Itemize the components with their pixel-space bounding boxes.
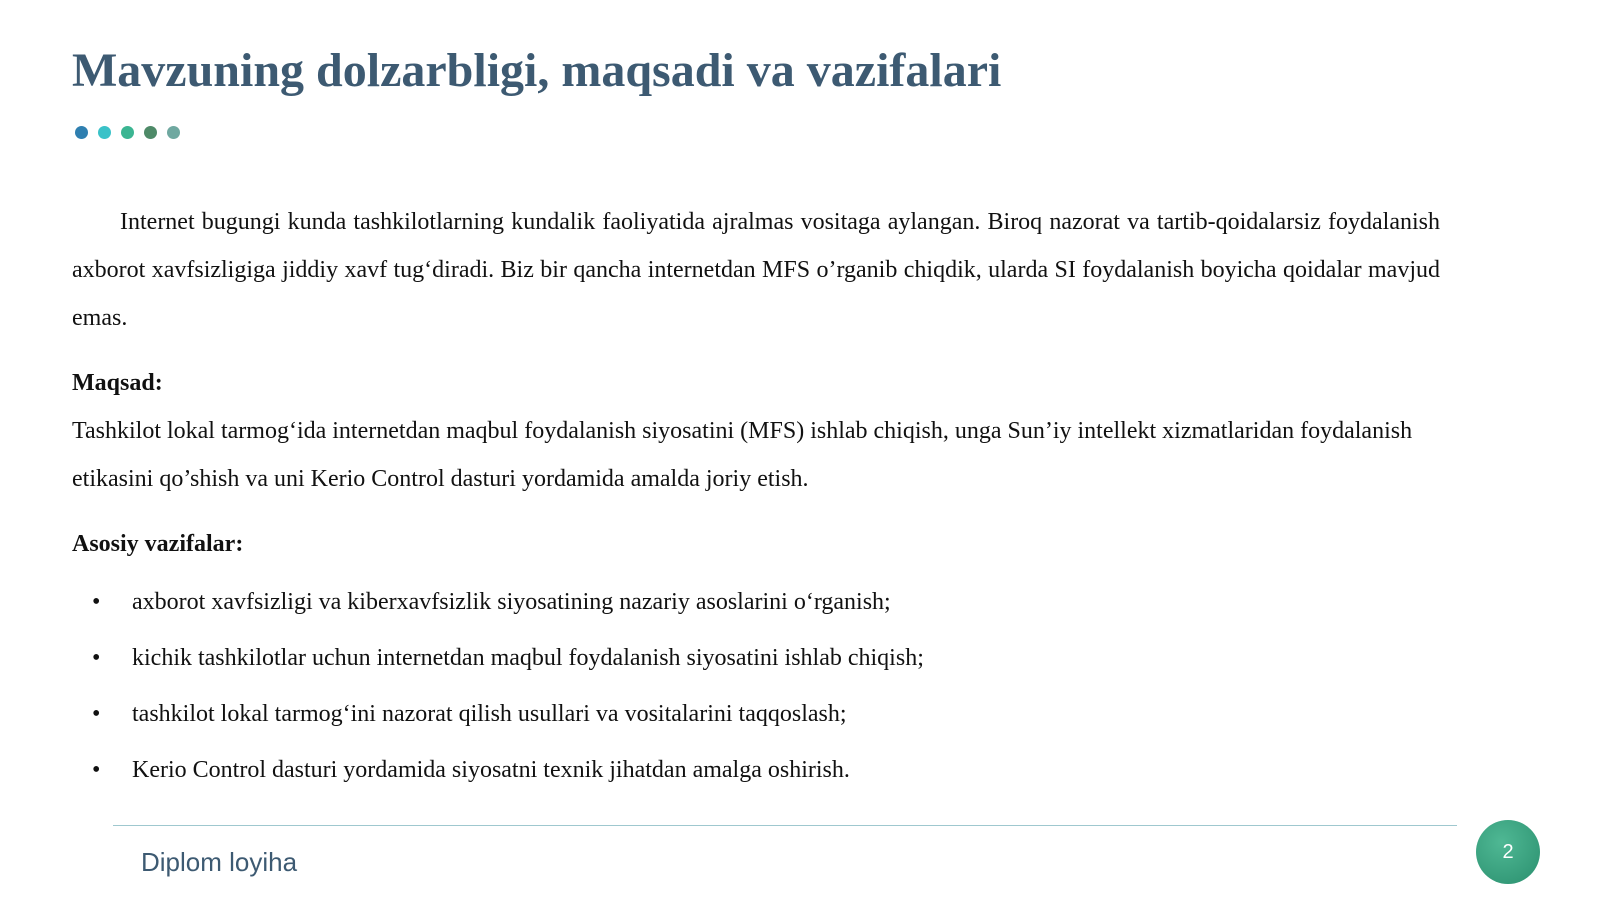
slide-content [72, 198, 1440, 798]
footer-divider [113, 825, 1457, 826]
goal-paragraph: Tashkilot lokal tarmog‘ida internetdan maqbul foydalanish siyosatini (MFS) ishlab chiqish, unga Sun’iy intellekt xizmatlaridan foydalanish etikasini qo’shish va uni Kerio Control dasturi yordamida amalda joriy etish. [72, 418, 1413, 492]
bullet-icon: • [92, 701, 101, 727]
intro-paragraph: Internet bugungi kunda tashkilotlarning kundalik faoliyatida ajralmas vositaga aylangan. Biroq nazorat va tartib-qoidalarsiz foydalanish axborot xavfsizligiga jiddiy xavf tug‘diradi. Biz bir qancha internetdan MFS o’rganib chiqdik, ularda SI foydalanish boyicha qoidalar mavjud emas. [72, 209, 1440, 331]
tasks-heading: Asosiy vazifalar: [72, 531, 244, 557]
list-item [72, 742, 1440, 798]
tasks-list [72, 574, 1440, 798]
footer-text: Diplom loyiha [141, 847, 298, 877]
slide-title: Mavzuning dolzarbligi, maqsadi va vazifalari [72, 44, 1002, 97]
dot-4 [144, 126, 157, 139]
dot-5 [167, 126, 180, 139]
bullet-icon: • [92, 589, 101, 615]
list-item [72, 686, 1440, 742]
bullet-icon: • [92, 757, 101, 783]
task-text: axborot xavfsizligi va kiberxavfsizlik siyosatining nazariy asoslarini o‘rganish; [132, 589, 891, 615]
dot-3 [121, 126, 134, 139]
dot-2 [98, 126, 111, 139]
dot-1 [75, 126, 88, 139]
task-text: tashkilot lokal tarmog‘ini nazorat qilish usullari va vositalarini taqqoslash; [132, 701, 847, 727]
goal-heading: Maqsad: [72, 370, 163, 396]
bullet-icon: • [92, 645, 101, 671]
page-number-badge: 2 [1476, 820, 1540, 884]
task-text: kichik tashkilotlar uchun internetdan maqbul foydalanish siyosatini ishlab chiqish; [132, 645, 924, 671]
list-item [72, 574, 1440, 630]
task-text: Kerio Control dasturi yordamida siyosatni texnik jihatdan amalga oshirish. [132, 757, 850, 783]
list-item [72, 630, 1440, 686]
decorative-dots [75, 126, 180, 139]
